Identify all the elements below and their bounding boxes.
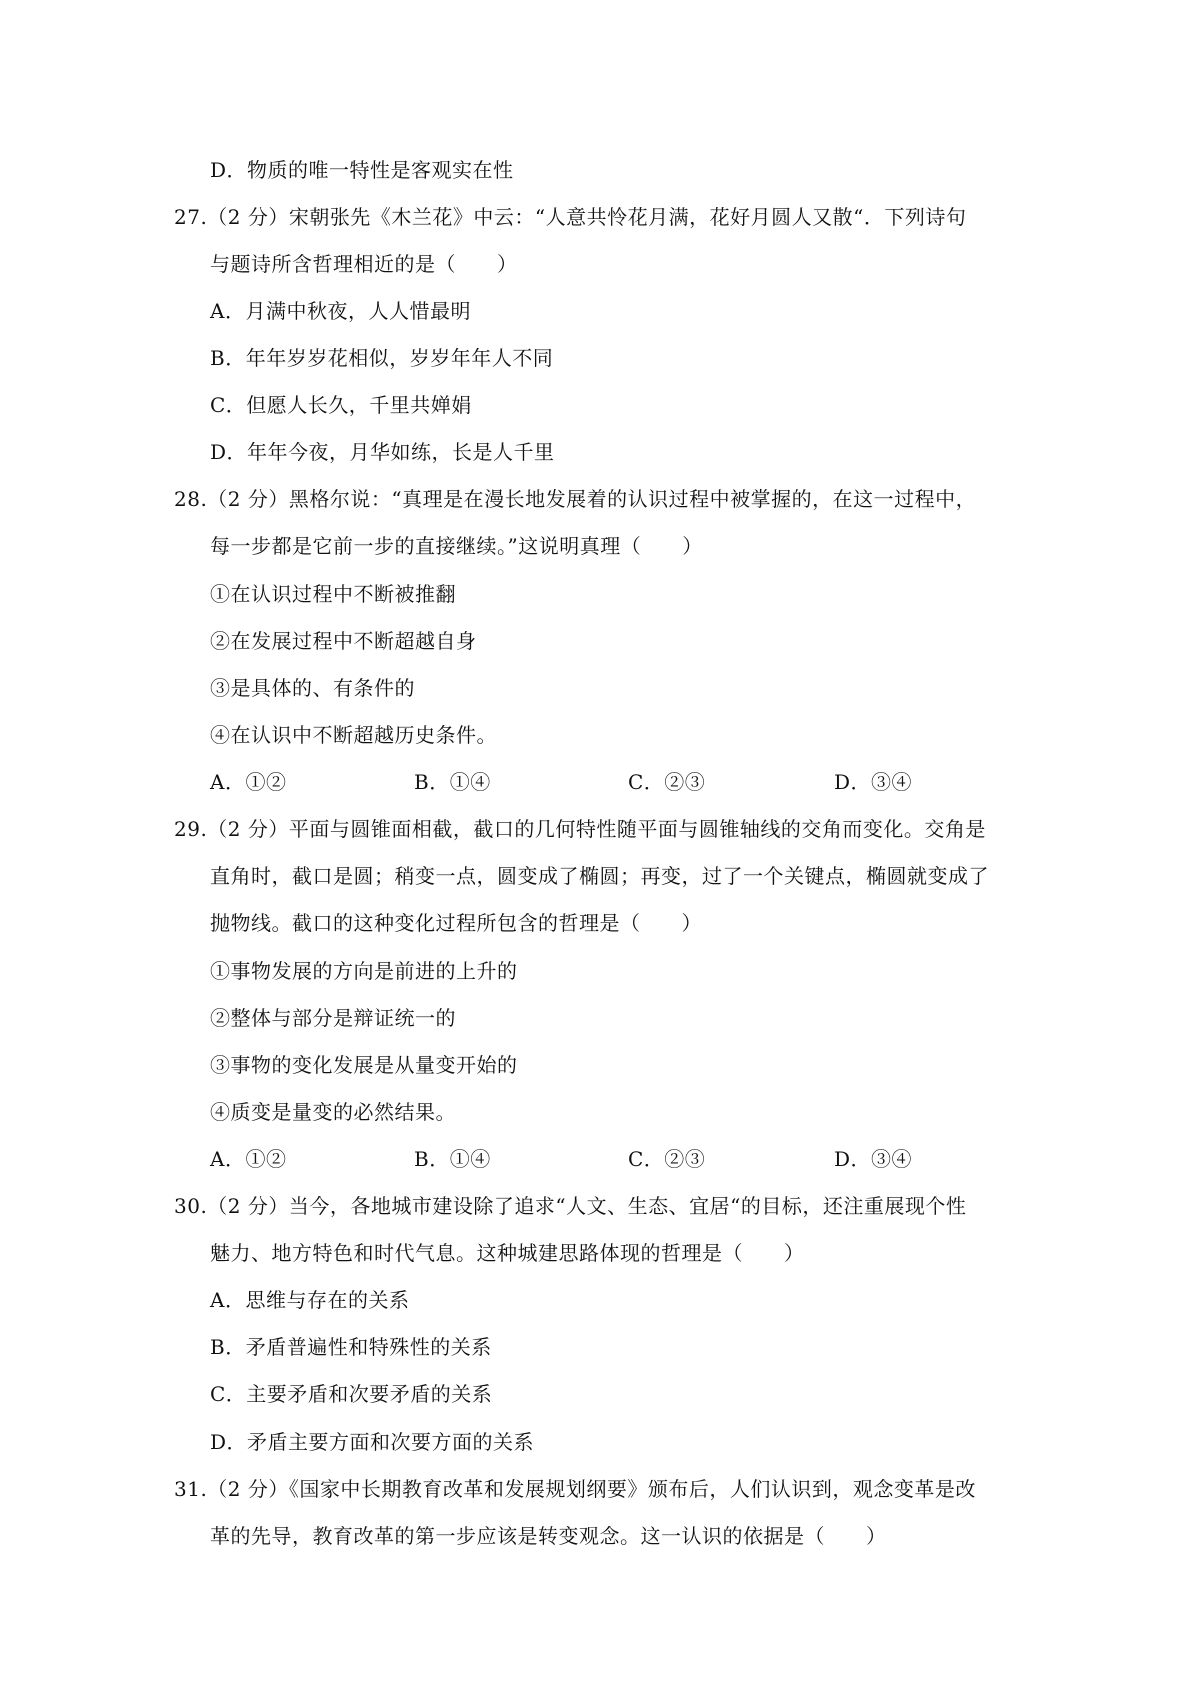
q29-option-b: B．①④ [414, 1147, 491, 1171]
q31-stem-line1: 31.（2 分）《国家中长期教育改革和发展规划纲要》颁布后，人们认识到，观念变革是改 [174, 1477, 976, 1501]
q30-option-c: C．主要矛盾和次要矛盾的关系 [210, 1382, 493, 1406]
q29-item-3: ③事物的变化发展是从量变开始的 [210, 1053, 518, 1077]
q30-option-b: B．矛盾普遍性和特殊性的关系 [210, 1335, 492, 1359]
q30-option-d: D．矛盾主要方面和次要方面的关系 [210, 1430, 535, 1454]
q28-option-d: D．③④ [834, 770, 913, 794]
q27-stem-line2: 与题诗所含哲理相近的是（ ） [210, 252, 518, 276]
q29-item-2: ②整体与部分是辩证统一的 [210, 1006, 456, 1030]
q31-stem-line2: 革的先导，教育改革的第一步应该是转变观念。这一认识的依据是（ ） [210, 1524, 887, 1548]
q28-stem-line2: 每一步都是它前一步的直接继续。”这说明真理（ ） [210, 534, 703, 558]
q30-option-a: A．思维与存在的关系 [210, 1288, 410, 1312]
q29-item-1: ①事物发展的方向是前进的上升的 [210, 959, 518, 983]
q28-item-2: ②在发展过程中不断超越自身 [210, 629, 477, 653]
q28-option-a: A．①② [210, 770, 287, 794]
q29-stem-line1: 29.（2 分）平面与圆锥面相截，截口的几何特性随平面与圆锥轴线的交角而变化。交角是 [174, 817, 986, 841]
q29-option-d: D．③④ [834, 1147, 913, 1171]
q28-stem-line1: 28.（2 分）黑格尔说：“真理是在漫长地发展着的认识过程中被掌握的，在这一过程中， [174, 487, 977, 511]
q26-option-d: D．物质的唯一特性是客观实在性 [210, 158, 514, 182]
q27-option-a: A．月满中秋夜，人人惜最明 [210, 299, 471, 323]
q30-stem-line1: 30.（2 分）当今，各地城市建设除了追求“人文、生态、宜居“的目标，还注重展现个性 [174, 1194, 967, 1218]
q28-item-1: ①在认识过程中不断被推翻 [210, 582, 456, 606]
q29-option-a: A．①② [210, 1147, 287, 1171]
q29-item-4: ④质变是量变的必然结果。 [210, 1100, 456, 1124]
q27-stem-line1: 27.（2 分）宋朝张先《木兰花》中云：“人意共怜花月满，花好月圆人又散“．下列诗句 [174, 205, 967, 229]
q27-option-d: D．年年今夜，月华如练，长是人千里 [210, 440, 555, 464]
q28-item-3: ③是具体的、有条件的 [210, 676, 415, 700]
q28-item-4: ④在认识中不断超越历史条件。 [210, 723, 497, 747]
q29-option-c: C．②③ [628, 1147, 706, 1171]
q27-option-b: B．年年岁岁花相似，岁岁年年人不同 [210, 346, 554, 370]
q29-stem-line3: 抛物线。截口的这种变化过程所包含的哲理是（ ） [210, 911, 702, 935]
q28-option-c: C．②③ [628, 770, 706, 794]
q28-option-b: B．①④ [414, 770, 491, 794]
q30-stem-line2: 魅力、地方特色和时代气息。这种城建思路体现的哲理是（ ） [210, 1241, 805, 1265]
q27-option-c: C．但愿人长久，千里共婵娟 [210, 393, 472, 417]
q29-stem-line2: 直角时，截口是圆；稍变一点，圆变成了椭圆；再变，过了一个关键点，椭圆就变成了 [210, 864, 989, 888]
